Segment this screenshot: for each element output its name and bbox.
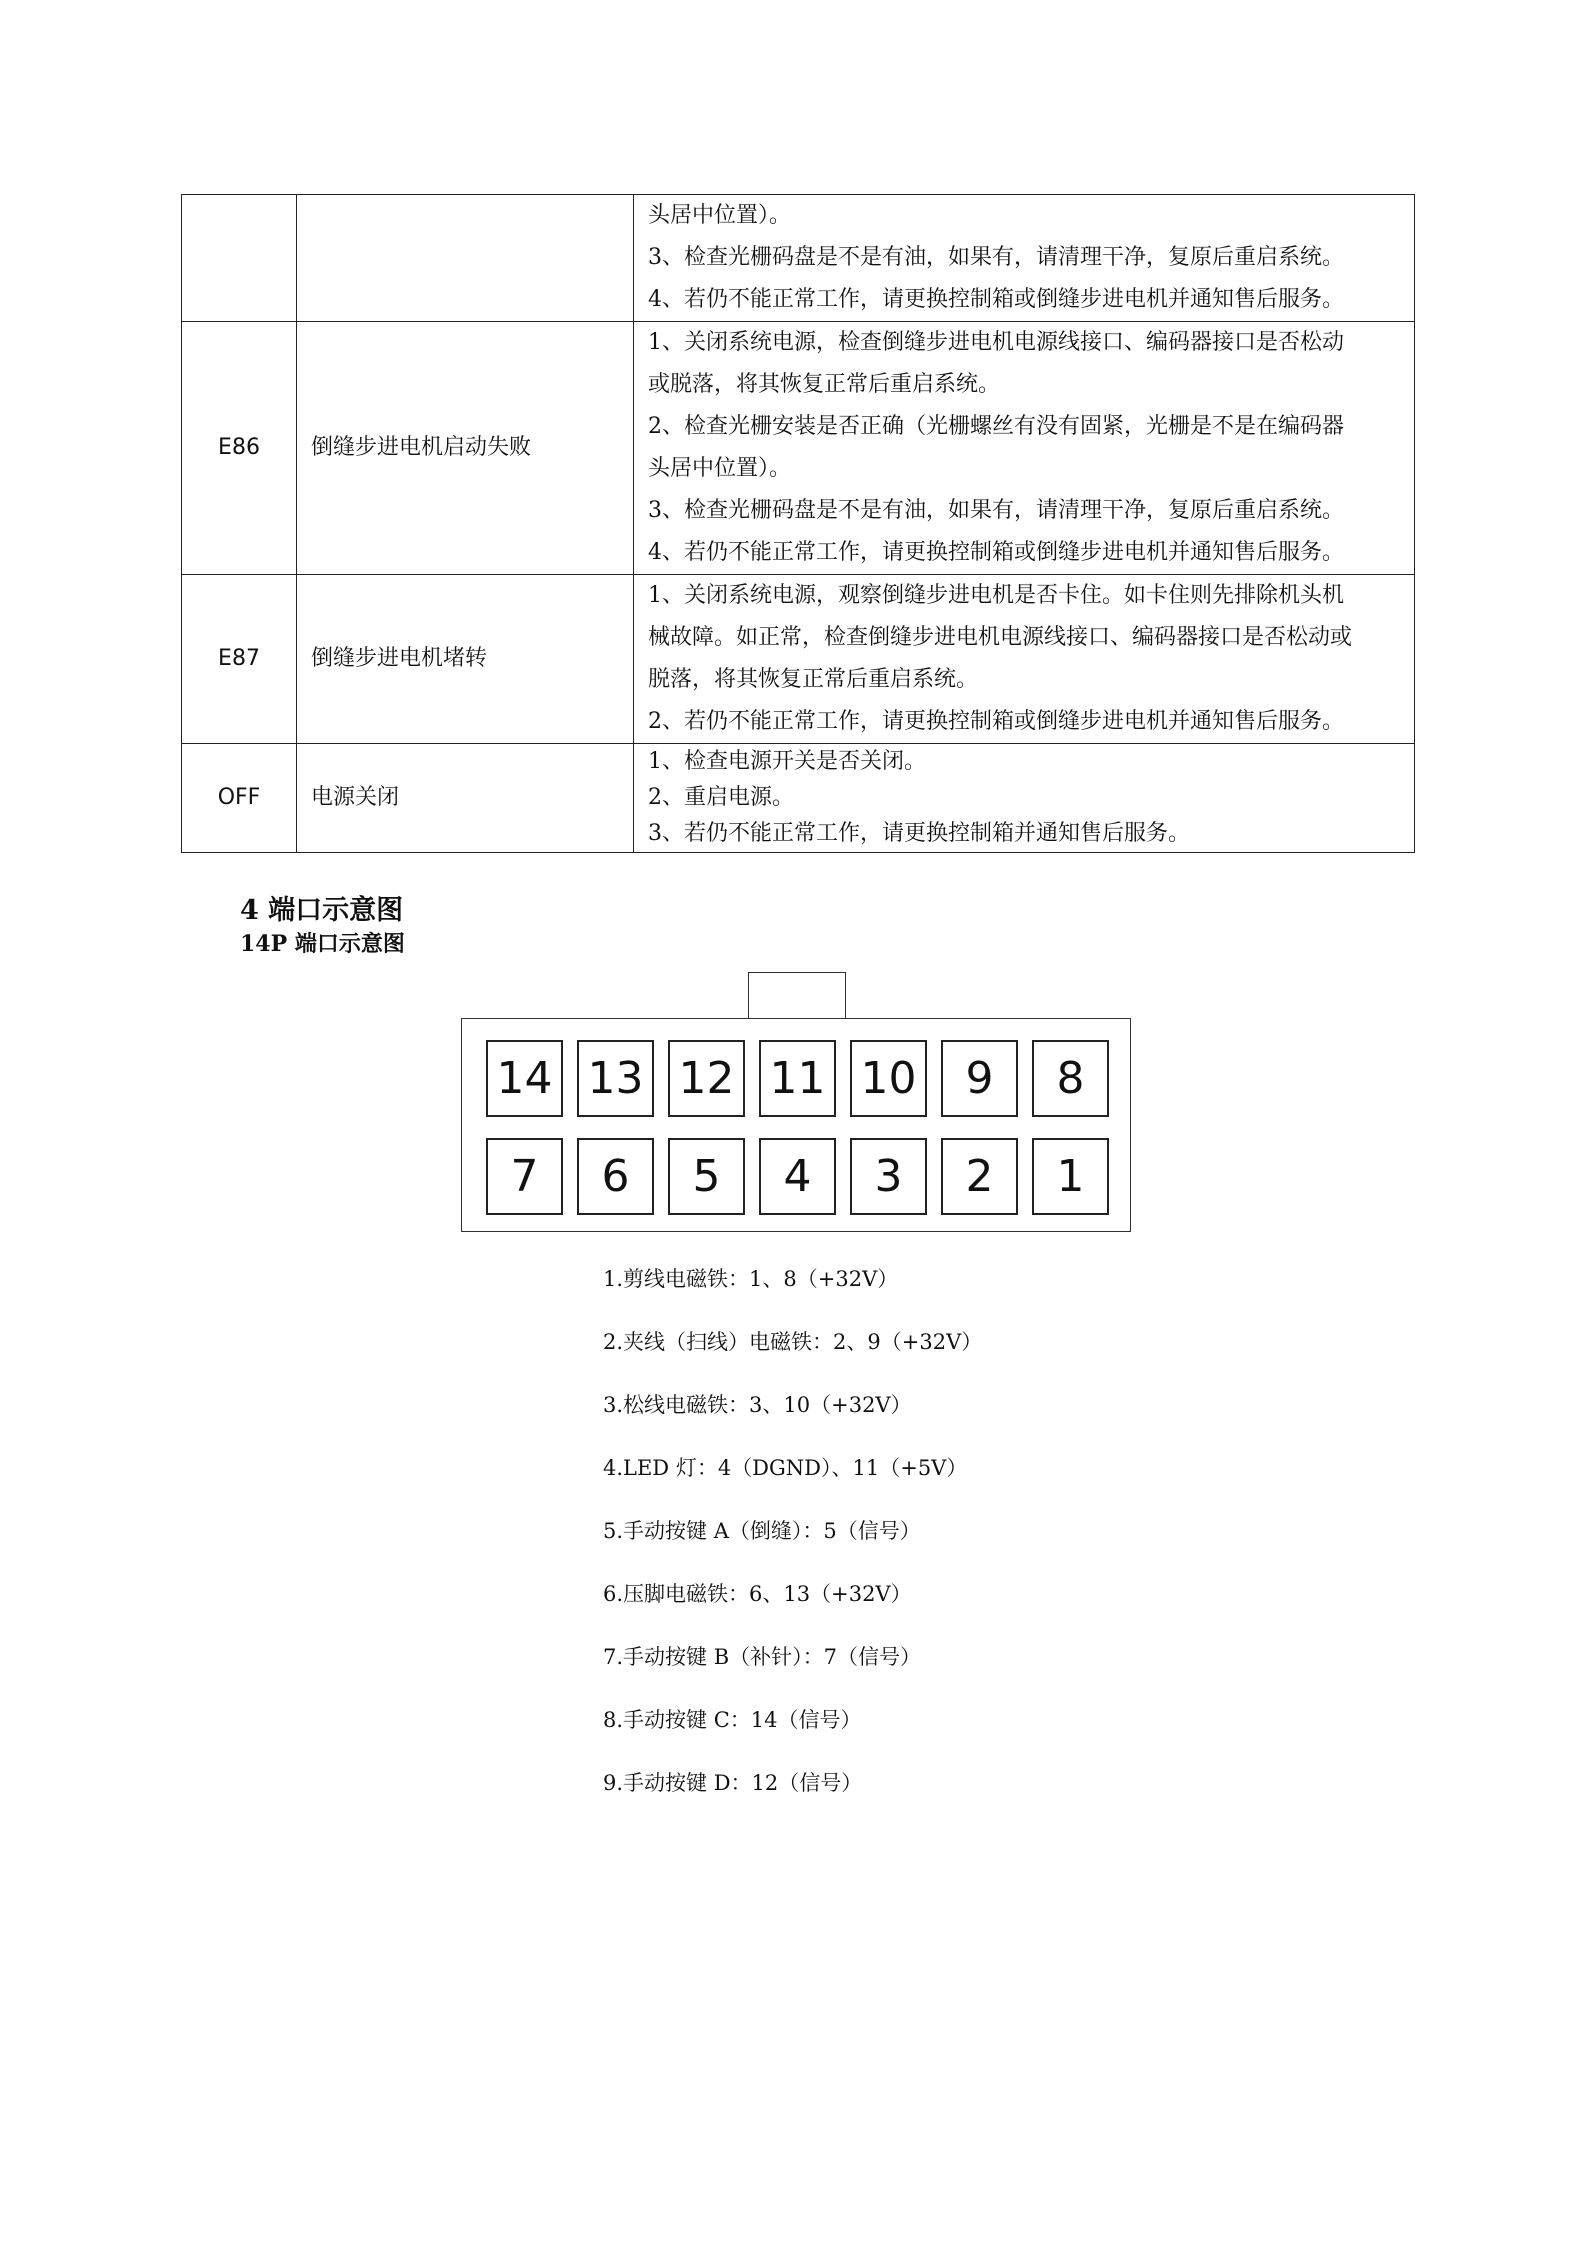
fault-code: E87 <box>182 575 297 744</box>
fault-code <box>182 195 297 322</box>
step-line: 1、关闭系统电源，观察倒缝步进电机是否卡住。如卡住则先排除机头机 <box>648 583 1344 608</box>
list-item: 2.夹线（扫线）电磁铁：2、9（+32V） <box>603 1330 983 1354</box>
connector-pin: 4 <box>759 1138 836 1215</box>
step-line: 1、关闭系统电源，检查倒缝步进电机电源线接口、编码器接口是否松动 <box>648 330 1344 355</box>
fault-name: 电源关闭 <box>297 744 634 853</box>
step-line: 2、若仍不能正常工作，请更换控制箱或倒缝步进电机并通知售后服务。 <box>648 709 1344 734</box>
list-item: 6.压脚电磁铁：6、13（+32V） <box>603 1582 912 1606</box>
list-item: 4.LED 灯：4（DGND）、11（+5V） <box>603 1456 968 1480</box>
list-item: 5.手动按键 A（倒缝）：5（信号） <box>603 1519 921 1543</box>
fault-steps <box>634 322 1415 575</box>
table-row <box>182 744 1415 853</box>
connector-pin: 7 <box>486 1138 563 1215</box>
step-line: 头居中位置）。 <box>648 456 792 481</box>
fault-code: E86 <box>182 322 297 575</box>
fault-steps <box>634 195 1415 322</box>
step-line: 或脱落，将其恢复正常后重启系统。 <box>648 372 1001 397</box>
connector-latch <box>748 972 846 1020</box>
step-line: 2、检查光栅安装是否正确（光栅螺丝有没有固紧，光栅是不是在编码器 <box>648 414 1344 439</box>
connector-pin: 6 <box>577 1138 654 1215</box>
list-item: 7.手动按键 B（补针）：7（信号） <box>603 1645 922 1669</box>
connector-pin: 14 <box>486 1040 563 1117</box>
list-item: 1.剪线电磁铁：1、8（+32V） <box>603 1267 899 1291</box>
connector-pin: 3 <box>850 1138 927 1215</box>
connector-pin: 5 <box>668 1138 745 1215</box>
fault-code: OFF <box>182 744 297 853</box>
fault-steps <box>634 744 1415 853</box>
fault-code-table <box>181 194 1415 853</box>
pin-assignment-list <box>603 1264 982 1831</box>
step-line: 3、检查光栅码盘是不是有油，如果有，请清理干净，复原后重启系统。 <box>648 498 1344 523</box>
table-row <box>182 195 1415 322</box>
section-heading: 4 端口示意图 <box>240 895 404 926</box>
section-subheading: 14P 端口示意图 <box>240 931 405 957</box>
fault-name: 倒缝步进电机启动失败 <box>297 322 634 575</box>
connector-pin: 2 <box>941 1138 1018 1215</box>
connector-pin: 11 <box>759 1040 836 1117</box>
connector-pin: 13 <box>577 1040 654 1117</box>
step-line: 3、检查光栅码盘是不是有油，如果有，请清理干净，复原后重启系统。 <box>648 245 1344 270</box>
connector-pin: 8 <box>1032 1040 1109 1117</box>
step-line: 4、若仍不能正常工作，请更换控制箱或倒缝步进电机并通知售后服务。 <box>648 540 1344 565</box>
fault-name: 倒缝步进电机堵转 <box>297 575 634 744</box>
step-line: 3、若仍不能正常工作，请更换控制箱并通知售后服务。 <box>648 821 1190 846</box>
connector-pin: 1 <box>1032 1138 1109 1215</box>
connector-pin: 12 <box>668 1040 745 1117</box>
list-item: 3.松线电磁铁：3、10（+32V） <box>603 1393 912 1417</box>
step-line: 脱落，将其恢复正常后重启系统。 <box>648 667 979 692</box>
table-row <box>182 322 1415 575</box>
fault-name <box>297 195 634 322</box>
step-line: 头居中位置）。 <box>648 203 792 228</box>
connector-pin: 10 <box>850 1040 927 1117</box>
table-row <box>182 575 1415 744</box>
step-line: 1、检查电源开关是否关闭。 <box>648 749 926 774</box>
list-item: 8.手动按键 C：14（信号） <box>603 1708 862 1732</box>
step-line: 械故障。如正常，检查倒缝步进电机电源线接口、编码器接口是否松动或 <box>648 625 1353 650</box>
connector-pin: 9 <box>941 1040 1018 1117</box>
step-line: 4、若仍不能正常工作，请更换控制箱或倒缝步进电机并通知售后服务。 <box>648 287 1344 312</box>
step-line: 2、重启电源。 <box>648 785 794 810</box>
fault-steps <box>634 575 1415 744</box>
list-item: 9.手动按键 D：12（信号） <box>603 1771 863 1795</box>
